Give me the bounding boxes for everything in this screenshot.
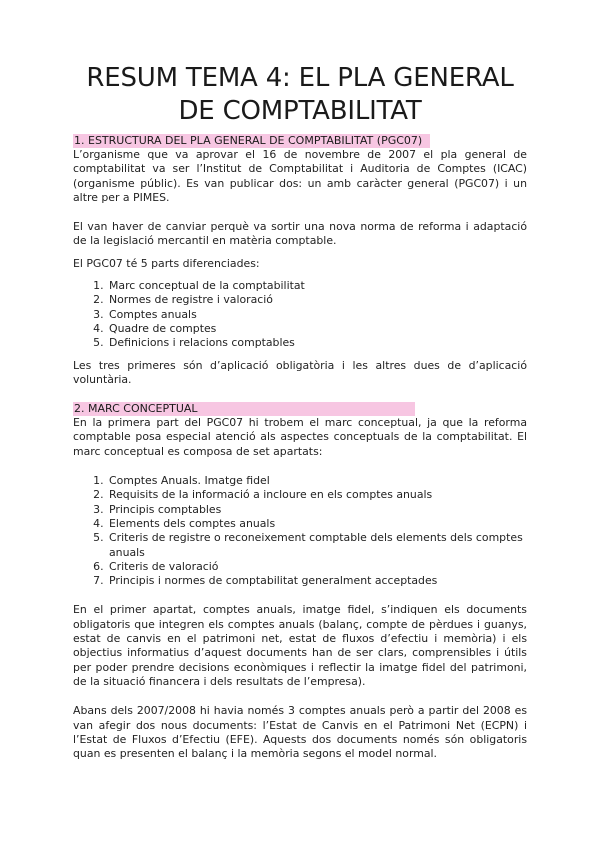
conceptual-framework-list — [73, 474, 527, 588]
section-2-paragraph-1: En la primera part del PGC07 hi trobem el marc conceptual, ja que la reforma comptable posa especial atenció als aspectes conceptuals de la comptabilitat. El marc conceptual es composa de set apartats: — [73, 416, 527, 458]
list-item: 1. Comptes Anuals. Imatge fidel — [107, 474, 527, 488]
list-item: 7. Principis i normes de comptabilitat generalment acceptades — [107, 574, 527, 588]
list-item: 6. Criteris de valoració — [107, 560, 527, 574]
list-item: 3. Principis comptables — [107, 503, 527, 517]
section-2-paragraph-3: Abans dels 2007/2008 hi havia només 3 comptes anuals però a partir del 2008 es van afegir dos nous documents: l’Estat de Canvis en el Patrimoni Net (ECPN) i l’Estat de Fluxos d’Efectiu (EFE). Aquests dos documents només són obligatoris quan es presenten el balanç i la memòria segons el model normal. — [73, 704, 527, 761]
list-item: 2. Normes de registre i valoració — [107, 293, 527, 307]
list-item: 5. Criteris de registre o reconeixement comptable dels elements dels comptes anuals — [107, 531, 527, 560]
page-title — [73, 62, 527, 128]
section-1-paragraph-2: El van haver de canviar perquè va sortir una nova norma de reforma i adaptació de la legislació mercantil en matèria comptable. — [73, 220, 527, 248]
section-structure — [73, 134, 527, 387]
title-line-2: DE COMPTABILITAT — [178, 96, 422, 126]
list-item: 1. Marc conceptual de la comptabilitat — [107, 279, 527, 293]
section-1-paragraph-1: L’organisme que va aprovar el 16 de novembre de 2007 el pla general de comptabilitat va ser l’Institut de Comptabilitat i Auditoria de Comptes (ICAC) (organisme públic). Es van publicar dos: un amb caràcter general (PGC07) i un altre per a PIMES. — [73, 148, 527, 204]
list-item: 2. Requisits de la informació a incloure en els comptes anuals — [107, 488, 527, 502]
section-1-paragraph-4: Les tres primeres són d’aplicació obligatòria i les altres dues de d’aplicació voluntària. — [73, 358, 527, 386]
list-item: 4. Elements dels comptes anuals — [107, 517, 527, 531]
section-conceptual-framework — [73, 402, 527, 761]
section-2-heading: 2. MARC CONCEPTUAL — [73, 402, 415, 416]
title-line-1: RESUM TEMA 4: EL PLA GENERAL — [86, 63, 514, 93]
list-item: 4. Quadre de comptes — [107, 322, 527, 336]
list-item: 5. Definicions i relacions comptables — [107, 336, 527, 350]
section-1-heading: 1. ESTRUCTURA DEL PLA GENERAL DE COMPTABILITAT (PGC07) — [73, 134, 430, 148]
list-item: 3. Comptes anuals — [107, 308, 527, 322]
section-2-paragraph-2: En el primer apartat, comptes anuals, imatge fidel, s’indiquen els documents obligatoris que integren els comptes anuals (balanç, compte de pèrdues i guanys, estat de canvis en el patrimoni net, estat de fluxos d’efectiu i memòria) i els objectius informatius d’aquest documents han de ser clars, comprensibles i útils per poder prendre decisions econòmiques i reflectir la imatge fidel del patrimoni, de la situació financera i dels resultats de l’empresa). — [73, 603, 527, 688]
pgc-parts-list — [73, 279, 527, 350]
section-1-paragraph-3: El PGC07 té 5 parts diferenciades: — [73, 256, 260, 270]
